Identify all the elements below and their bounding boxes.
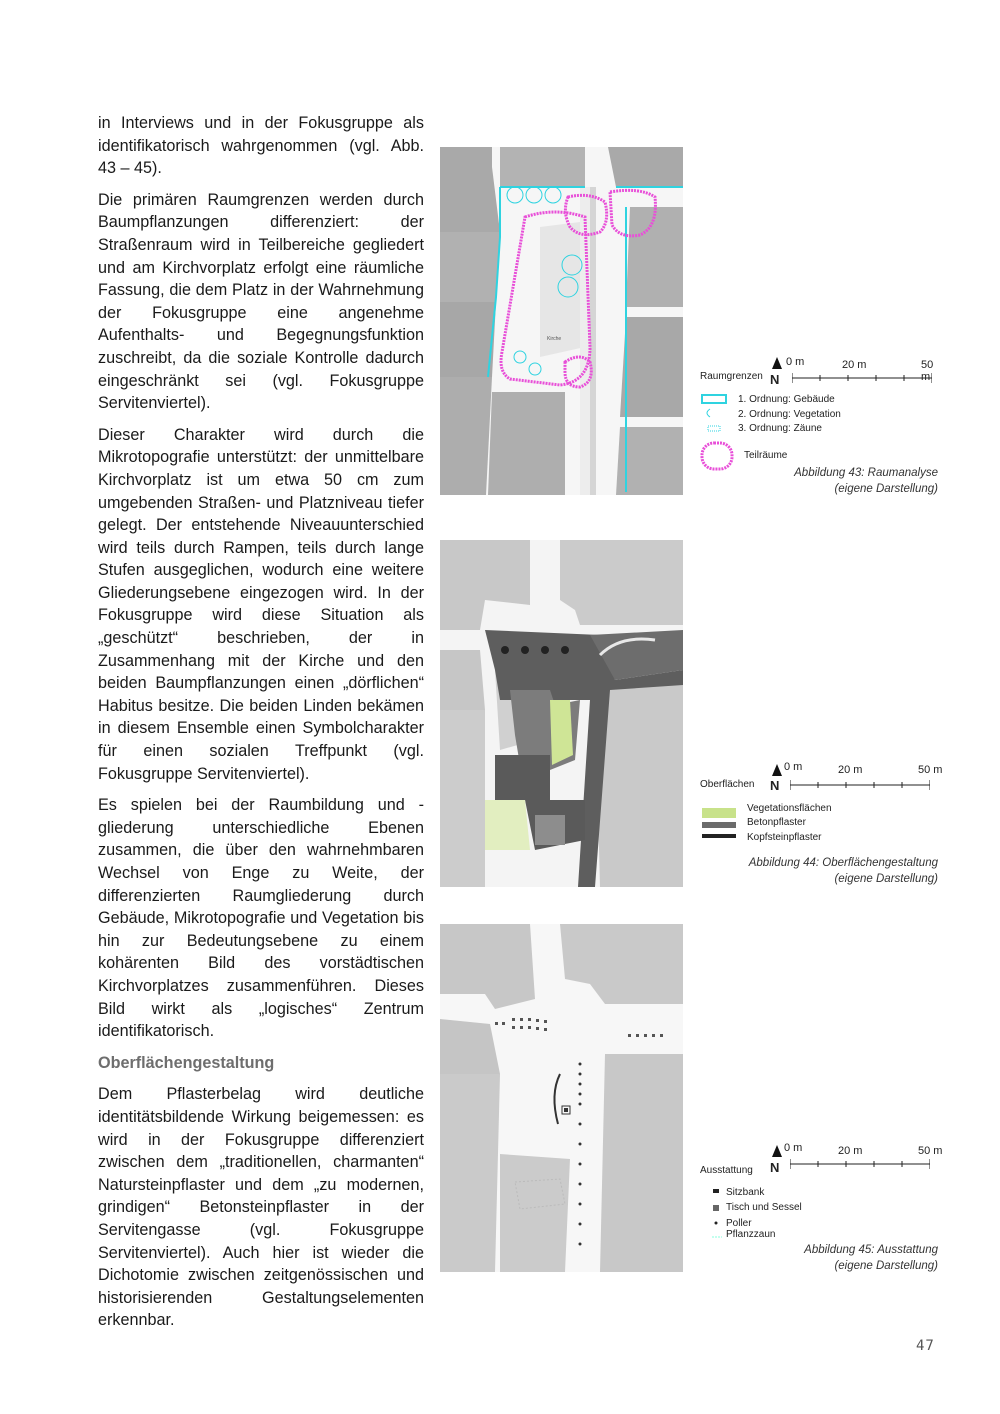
legend-swatches-ausstattung bbox=[712, 1187, 724, 1245]
legend-item-tisch: Tisch und Sessel bbox=[726, 1202, 802, 1213]
scale-bar bbox=[792, 373, 932, 383]
caption-45-line2: (eigene Darstellung) bbox=[834, 1260, 938, 1272]
legend-title: Ausstattung bbox=[700, 1165, 753, 1176]
north-arrow-icon bbox=[772, 357, 782, 369]
caption-figure-45 bbox=[678, 1242, 938, 1274]
north-arrow-3 bbox=[772, 1145, 782, 1160]
north-label: N bbox=[770, 1160, 780, 1175]
legend-swatch-gebaeude bbox=[700, 393, 728, 405]
paragraph-2: Die primären Raumgrenzen werden durch Baumpflanzungen differenziert: der Straßenraum wird in Teilbereiche gegliedert und am Kirchvorplatz erfolgt eine räumliche Fassung, die dem Platz in der Wahrnehmung der Fokusgruppe eine angenehme Aufenthalts- und Begegnungsfunktion zuschreibt, da die soziale Kontrolle dadurch eingeschränkt sei (vgl. Fokusgruppe Servitenviertel). bbox=[98, 190, 424, 413]
legend-swatch-vegetation bbox=[700, 407, 728, 419]
scale-label-50: 50 m bbox=[918, 1145, 943, 1157]
legend-title: Raumgrenzen bbox=[700, 371, 763, 382]
legend-item-vegetation: Vegetationsflächen bbox=[747, 803, 832, 814]
legend-title: Oberflächen bbox=[700, 779, 755, 790]
scale-label-50: 50 m bbox=[918, 764, 943, 776]
caption-44-line1: Abbildung 44: Oberflächengestaltung bbox=[748, 857, 938, 869]
map-ausstattung-graphic bbox=[440, 924, 683, 1272]
body-text-column bbox=[98, 112, 424, 1341]
north-arrow-icon bbox=[772, 1145, 782, 1157]
legend-item-beton: Betonpflaster bbox=[747, 817, 806, 828]
north-label: N bbox=[770, 778, 780, 793]
scale-label-0: 0 m bbox=[784, 761, 803, 773]
caption-45-line1: Abbildung 45: Ausstattung bbox=[804, 1244, 938, 1256]
map-raumanalyse bbox=[440, 147, 683, 495]
scale-bar bbox=[790, 780, 930, 790]
paragraph-3: Dieser Charakter wird durch die Mikrotopografie unterstützt: der unmittelbare Kirchvorplatz ist um etwa 50 cm zum umgebenden Straßen- und Platzniveau tiefer gelegt. Der entstehende Niveauunterschied wird teils durch Rampen, teils durch lange Stufen ausgeglichen, wodurch eine weitere Gliederungsebene eingezogen wird. In der Fokusgruppe wird diese Situation als „geschützt“ beschrieben, der in Zusammenhang mit der Kirche und den beiden Baumpflanzungen einen „dörflichen“ Habitus besitze. Die beiden Linden bekämen in diesem Ensemble einen Symbolcharakter für einen sozialen Treffpunkt (vgl. Fokusgruppe Servitenviertel). bbox=[98, 425, 424, 783]
paragraph-5: Dem Pflasterbelag wird deutliche identitätsbildende Wirkung beigemessen: es wird in der Fokusgruppe differenziert zwischen dem „traditionellen, charmanten“ Natursteinpflaster und dem „zu modernen, grindigen“ Betonsteinpflaster in der Servitengasse (vgl. Fokusgruppe Servitenviertel). Auch hier ist wieder die Dichotomie zwischen zeitgenössischen und historisierenden Gestaltungselementen erkennbar. bbox=[98, 1085, 424, 1330]
map-ausstattung bbox=[440, 924, 683, 1272]
legend-swatches-oberflaechen bbox=[702, 804, 738, 844]
page-number: 47 bbox=[916, 1338, 935, 1354]
legend-ausstattung bbox=[700, 1141, 945, 1246]
scale-label-50: 50 m bbox=[921, 359, 934, 383]
legend-item-poller: Poller bbox=[726, 1218, 752, 1229]
paragraph-4: Es spielen bei der Raumbildung und -gliederung unterschiedliche Ebenen zusammen, die über den wahrnehmbaren Wechsel von Enge zu Weite, der differenzierten Raumgliederung durch Gebäude, Mikrotopografie und Vegetation bis hin zur Bedeutungsebene zu einem kohärenten Bild des vorstädtischen Kirchvorplatzes zusammenführen. Dieses Bild wirkt als „logisches“ Zentrum identifikatorisch. bbox=[98, 796, 424, 1041]
scale-label-0: 0 m bbox=[786, 356, 805, 368]
legend-item-2: 2. Ordnung: Vegetation bbox=[738, 409, 841, 420]
caption-figure-43 bbox=[678, 465, 938, 497]
north-arrow-icon bbox=[772, 764, 782, 776]
legend-item-3: 3. Ordnung: Zäune bbox=[738, 423, 822, 434]
scale-label-20: 20 m bbox=[842, 359, 867, 371]
legend-item-kopf: Kopfsteinpflaster bbox=[747, 832, 822, 843]
legend-item-1: 1. Ordnung: Gebäude bbox=[738, 394, 835, 405]
map-raumanalyse-graphic bbox=[440, 147, 683, 495]
north-label: N bbox=[770, 372, 780, 387]
scale-bar bbox=[790, 1159, 930, 1169]
caption-44-line2: (eigene Darstellung) bbox=[834, 873, 938, 885]
scale-label-20: 20 m bbox=[838, 764, 863, 776]
paragraph-1: in Interviews und in der Fokusgruppe als identifikatorisch wahrgenommen (vgl. Abb. 43 – 45). bbox=[98, 114, 424, 178]
caption-figure-44 bbox=[678, 855, 938, 887]
legend-swatch-zaeune bbox=[700, 422, 728, 434]
caption-43-line1: Abbildung 43: Raumanalyse bbox=[794, 467, 938, 479]
north-arrow-2 bbox=[772, 764, 782, 779]
legend-item-sitzbank: Sitzbank bbox=[726, 1187, 765, 1198]
north-arrow-1 bbox=[772, 357, 782, 372]
map-oberflaechen-graphic bbox=[440, 540, 683, 887]
section-heading: Oberflächengestaltung bbox=[98, 1053, 275, 1072]
map-label-kirche: Kirche bbox=[547, 336, 562, 342]
scale-label-0: 0 m bbox=[784, 1142, 803, 1154]
caption-43-line2: (eigene Darstellung) bbox=[834, 483, 938, 495]
legend-item-teilraeume: Teilräume bbox=[744, 450, 788, 461]
scale-label-20: 20 m bbox=[838, 1145, 863, 1157]
legend-oberflaechen bbox=[700, 760, 945, 850]
legend-item-pflanzzaun: Pflanzzaun bbox=[726, 1229, 776, 1240]
map-oberflaechen bbox=[440, 540, 683, 887]
